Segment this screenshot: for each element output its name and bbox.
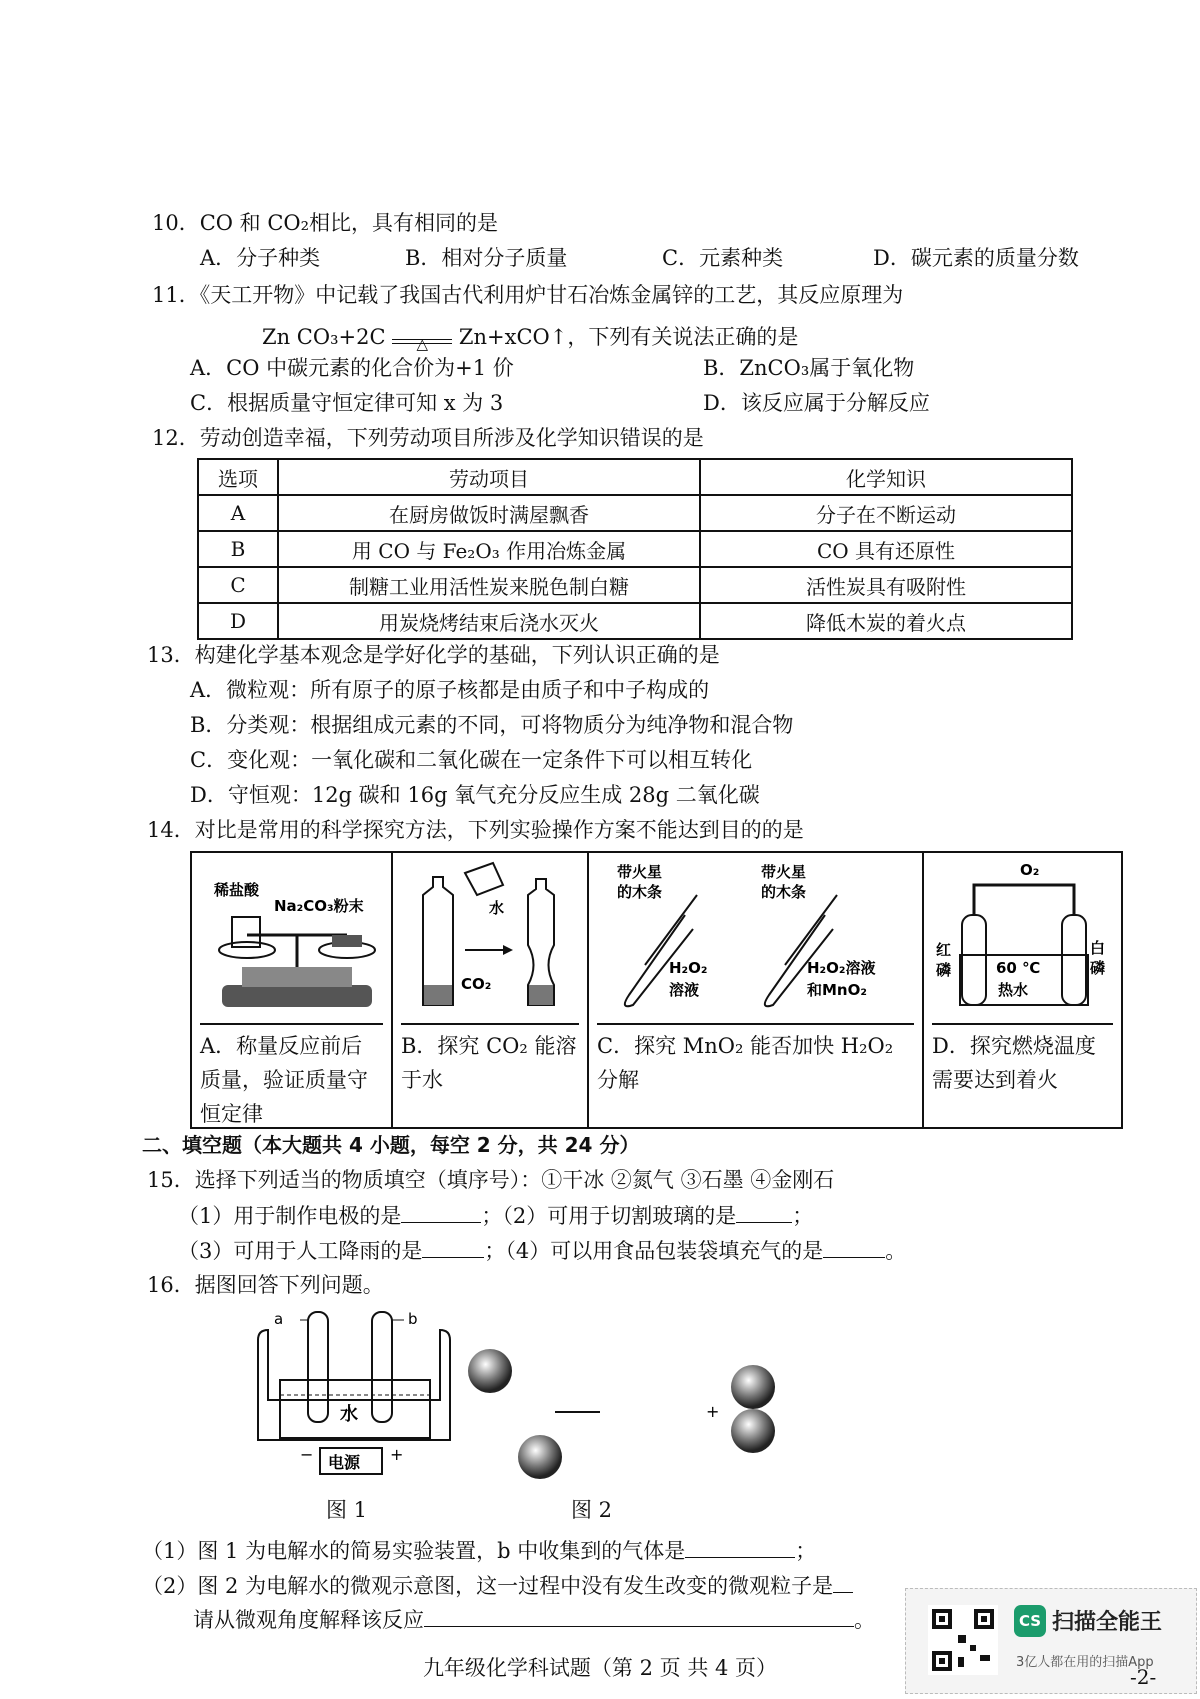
fig-c-label: 溶液 — [669, 981, 700, 999]
fig-d-label: O₂ — [1020, 861, 1040, 879]
table-header-row — [198, 459, 1072, 495]
test-tube-illustration — [589, 855, 920, 1021]
oxygen-atom — [518, 1435, 562, 1479]
q13-option-c: C．变化观：一氧化碳和二氧化碳在一定条件下可以相互转化 — [190, 748, 753, 772]
table-header-cell: 选项 — [198, 459, 278, 495]
q14-caption-d: D．探究燃烧温度需要达到着火 — [932, 1023, 1113, 1097]
q12-table — [197, 458, 1073, 640]
table-cell: CO 具有还原性 — [700, 531, 1072, 567]
q15-line-1 — [178, 1200, 813, 1231]
combustion-illustration — [924, 855, 1117, 1021]
q11-eq-condition: △ — [416, 335, 428, 353]
table-cell: 用 CO 与 Fe₂O₃ 作用冶炼金属 — [278, 531, 700, 567]
oxygen-atom — [731, 1365, 775, 1409]
fig-c-label: 带火星 — [617, 863, 663, 881]
answer-blank[interactable] — [833, 1570, 853, 1593]
fig-c-label: 的木条 — [761, 883, 807, 901]
page-footer: 九年级化学科试题（第 2 页 共 4 页） — [422, 1656, 778, 1680]
bottle-illustration — [393, 855, 585, 1021]
fig-d-label: 白 — [1090, 939, 1106, 957]
q11-equation — [262, 322, 798, 352]
q15-part-1: （1）用于制作电极的是 — [178, 1204, 402, 1228]
q11-eq-right: Zn+xCO↑，下列有关说法正确的是 — [458, 325, 799, 349]
answer-blank[interactable] — [685, 1535, 795, 1558]
table-cell: 降低木炭的着火点 — [700, 603, 1072, 639]
q11-eq-left: Zn CO₃+2C — [262, 325, 386, 349]
balance-illustration — [192, 855, 389, 1021]
section-heading: 二、填空题（本大题共 4 小题，每空 2 分，共 24 分） — [142, 1133, 640, 1157]
fig2-caption: 图 2 — [571, 1498, 613, 1522]
fig1-label: 电源 — [328, 1453, 361, 1472]
fig-d-label: 磷 — [936, 961, 952, 979]
page-number: -2- — [1130, 1665, 1157, 1689]
oxygen-atom — [468, 1349, 512, 1393]
fig-b-label: CO₂ — [461, 975, 492, 993]
q15-stem: 15．选择下列适当的物质填空（填序号）：①干冰 ②氮气 ③石墨 ④金刚石 — [147, 1168, 835, 1192]
q14-stem: 14．对比是常用的科学探究方法，下列实验操作方案不能达到目的的是 — [147, 818, 804, 842]
table-cell: C — [198, 567, 278, 603]
electrolysis-apparatus — [240, 1300, 470, 1490]
fig-c-label: H₂O₂ — [669, 959, 708, 977]
q10-option-d: D．碳元素的质量分数 — [873, 246, 1079, 270]
fig-c-label: 的木条 — [617, 883, 663, 901]
fig1-label: b — [408, 1310, 418, 1328]
fig1-label: − — [300, 1445, 314, 1464]
table-row — [198, 567, 1072, 603]
brand-name: 扫描全能王 — [1052, 1610, 1163, 1635]
q16-sub-3-end: 。 — [854, 1608, 875, 1632]
q16-sub-1-text: （1）图 1 为电解水的简易实验装置，b 中收集到的气体是 — [142, 1539, 686, 1563]
fig-d-label: 磷 — [1090, 959, 1106, 977]
fig-c-label: 带火星 — [761, 863, 807, 881]
q11-option-d: D．该反应属于分解反应 — [703, 391, 930, 415]
q13-option-d: D．守恒观：12g 碳和 16g 氧气充分反应生成 28g 二氧化碳 — [190, 783, 760, 807]
q10-option-b: B．相对分子质量 — [405, 246, 568, 270]
q15-part-3: ； — [792, 1204, 814, 1228]
q10-option-c: C．元素种类 — [662, 246, 784, 270]
fig-d-label: 60 ℃ — [996, 959, 1041, 977]
table-row — [198, 603, 1072, 639]
fig1-label: 水 — [340, 1404, 358, 1425]
q15-part-2: ；（2）可用于切割玻璃的是 — [481, 1204, 737, 1228]
answer-blank[interactable] — [401, 1200, 481, 1223]
table-cell: 制糖工业用活性炭来脱色制白糖 — [278, 567, 700, 603]
table-row — [198, 495, 1072, 531]
answer-blank[interactable] — [736, 1200, 792, 1223]
table-cell: A — [198, 495, 278, 531]
q13-option-a: A．微粒观：所有原子的原子核都是由质子和中子构成的 — [190, 678, 710, 702]
q16-sub-1-end: ； — [795, 1539, 817, 1563]
q11-stem: 11．《天工开物》中记载了我国古代利用炉甘石冶炼金属锌的工艺，其反应原理为 — [152, 283, 904, 307]
q15-part-5: ；（4）可以用食品包装袋填充气的是 — [484, 1239, 824, 1263]
oxygen-atom — [731, 1409, 775, 1453]
fig-b-label: 水 — [489, 899, 505, 917]
answer-blank[interactable] — [424, 1604, 854, 1627]
q16-sub-2 — [142, 1570, 853, 1601]
q16-sub-2-text: （2）图 2 为电解水的微观示意图，这一过程中没有发生改变的微观粒子是 — [142, 1574, 834, 1598]
cs-logo-icon: CS — [1014, 1605, 1046, 1637]
table-cell: B — [198, 531, 278, 567]
answer-blank[interactable] — [823, 1235, 885, 1258]
fig-d-label: 红 — [936, 941, 952, 959]
q14-cell-b — [393, 853, 589, 1127]
q10-stem: 10．CO 和 CO₂相比，具有相同的是 — [152, 211, 499, 235]
q16-sub-1 — [142, 1535, 816, 1566]
fig-d-label: 热水 — [998, 981, 1029, 999]
q14-cell-a — [192, 853, 393, 1127]
q14-figure-grid — [190, 851, 1123, 1129]
q11-eq-arrow — [392, 335, 452, 353]
svg-text:+: + — [706, 1402, 720, 1421]
q10-option-a: A．分子种类 — [200, 246, 321, 270]
answer-blank[interactable] — [422, 1235, 484, 1258]
table-header-cell: 劳动项目 — [278, 459, 700, 495]
q16-stem: 16．据图回答下列问题。 — [147, 1273, 384, 1297]
q16-sub-3 — [193, 1604, 875, 1635]
fig1-label: a — [274, 1310, 284, 1328]
q12-stem: 12．劳动创造幸福，下列劳动项目所涉及化学知识错误的是 — [152, 426, 704, 450]
fig-a-label: Na₂CO₃粉末 — [274, 897, 364, 915]
fig-a-label: 稀盐酸 — [214, 881, 260, 899]
fig1-label: + — [390, 1445, 404, 1464]
q11-option-b: B．ZnCO₃属于氧化物 — [703, 356, 915, 380]
q13-stem: 13．构建化学基本观念是学好化学的基础，下列认识正确的是 — [147, 643, 720, 667]
table-cell: 分子在不断运动 — [700, 495, 1072, 531]
q13-option-b: B．分类观：根据组成元素的不同，可将物质分为纯净物和混合物 — [190, 713, 794, 737]
table-cell: D — [198, 603, 278, 639]
table-cell: 活性炭具有吸附性 — [700, 567, 1072, 603]
molecule-diagram — [460, 1335, 800, 1485]
q14-caption-c: C．探究 MnO₂ 能否加快 H₂O₂ 分解 — [597, 1023, 914, 1097]
q16-sub-3-text: 请从微观角度解释该反应 — [193, 1608, 424, 1632]
q15-part-4: （3）可用于人工降雨的是 — [178, 1239, 423, 1263]
q11-option-c: C．根据质量守恒定律可知 x 为 3 — [190, 391, 504, 415]
fig1-caption: 图 1 — [326, 1498, 368, 1522]
q15-line-2 — [178, 1235, 906, 1266]
table-row — [198, 531, 1072, 567]
q14-cell-c — [589, 853, 924, 1127]
table-cell: 用炭烧烤结束后浇水灭火 — [278, 603, 700, 639]
table-header-cell: 化学知识 — [700, 459, 1072, 495]
table-cell: 在厨房做饭时满屋飘香 — [278, 495, 700, 531]
q14-cell-d — [924, 853, 1121, 1127]
brand-tagline: 3亿人都在用的扫描App — [1016, 1655, 1154, 1670]
q14-caption-b: B．探究 CO₂ 能溶于水 — [401, 1023, 579, 1097]
q15-part-6: 。 — [885, 1239, 907, 1263]
fig-c-label: 和MnO₂ — [807, 981, 867, 999]
fig-c-label: H₂O₂溶液 — [807, 959, 876, 977]
q11-option-a: A．CO 中碳元素的化合价为+1 价 — [190, 356, 514, 380]
q14-caption-a: A．称量反应前后质量，验证质量守恒定律 — [200, 1023, 383, 1131]
